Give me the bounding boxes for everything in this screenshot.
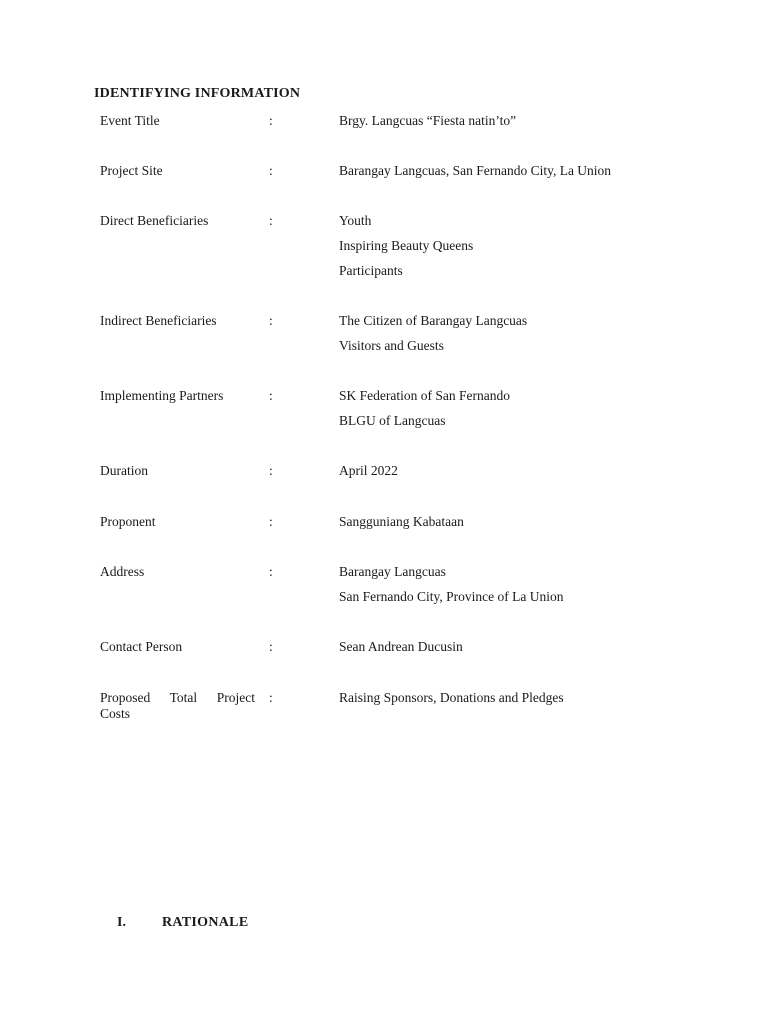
info-value: Barangay Langcuas, San Fernando City, La Union bbox=[339, 163, 612, 178]
info-value: April 2022 bbox=[339, 463, 398, 478]
info-value: BLGU of Langcuas bbox=[339, 413, 446, 428]
info-separator: : bbox=[269, 514, 273, 529]
info-value: SK Federation of San Fernando bbox=[339, 388, 510, 403]
info-label: Proponent bbox=[100, 514, 156, 529]
info-value-group bbox=[339, 514, 669, 539]
info-separator: : bbox=[269, 213, 273, 228]
info-value: Raising Sponsors, Donations and Pledges bbox=[339, 690, 564, 705]
info-value-group bbox=[339, 690, 669, 715]
info-value-group bbox=[339, 388, 669, 438]
section-heading: IDENTIFYING INFORMATION bbox=[94, 86, 301, 101]
info-value: Sangguniang Kabataan bbox=[339, 514, 464, 529]
info-value-group bbox=[339, 213, 669, 288]
info-value-group bbox=[339, 113, 669, 138]
info-value-group bbox=[339, 163, 669, 188]
info-separator: : bbox=[269, 388, 273, 403]
info-label: Proposed Total Project Costs bbox=[100, 690, 255, 721]
info-separator: : bbox=[269, 690, 273, 705]
info-label: Event Title bbox=[100, 113, 160, 128]
info-value: Sean Andrean Ducusin bbox=[339, 639, 463, 654]
info-label: Implementing Partners bbox=[100, 388, 224, 403]
info-separator: : bbox=[269, 564, 273, 579]
info-value: Participants bbox=[339, 263, 403, 278]
info-separator: : bbox=[269, 163, 273, 178]
info-label: Contact Person bbox=[100, 639, 183, 654]
section-number: I. bbox=[117, 915, 126, 930]
info-label: Indirect Beneficiaries bbox=[100, 313, 217, 328]
section-title: RATIONALE bbox=[162, 915, 249, 930]
info-value: San Fernando City, Province of La Union bbox=[339, 589, 564, 604]
info-value-group bbox=[339, 639, 669, 664]
info-value: The Citizen of Barangay Langcuas bbox=[339, 313, 528, 328]
info-separator: : bbox=[269, 113, 273, 128]
info-separator: : bbox=[269, 313, 273, 328]
info-value: Barangay Langcuas bbox=[339, 564, 446, 579]
info-separator: : bbox=[269, 463, 273, 478]
info-value: Brgy. Langcuas “Fiesta natin’to” bbox=[339, 113, 517, 128]
info-value: Inspiring Beauty Queens bbox=[339, 238, 474, 253]
info-label: Address bbox=[100, 564, 145, 579]
info-label: Project Site bbox=[100, 163, 163, 178]
info-value-group bbox=[339, 463, 669, 488]
info-label: Direct Beneficiaries bbox=[100, 213, 209, 228]
info-value-group bbox=[339, 564, 669, 614]
info-value: Visitors and Guests bbox=[339, 338, 444, 353]
info-label: Duration bbox=[100, 463, 148, 478]
info-separator: : bbox=[269, 639, 273, 654]
info-value: Youth bbox=[339, 213, 372, 228]
info-value-group bbox=[339, 313, 669, 363]
